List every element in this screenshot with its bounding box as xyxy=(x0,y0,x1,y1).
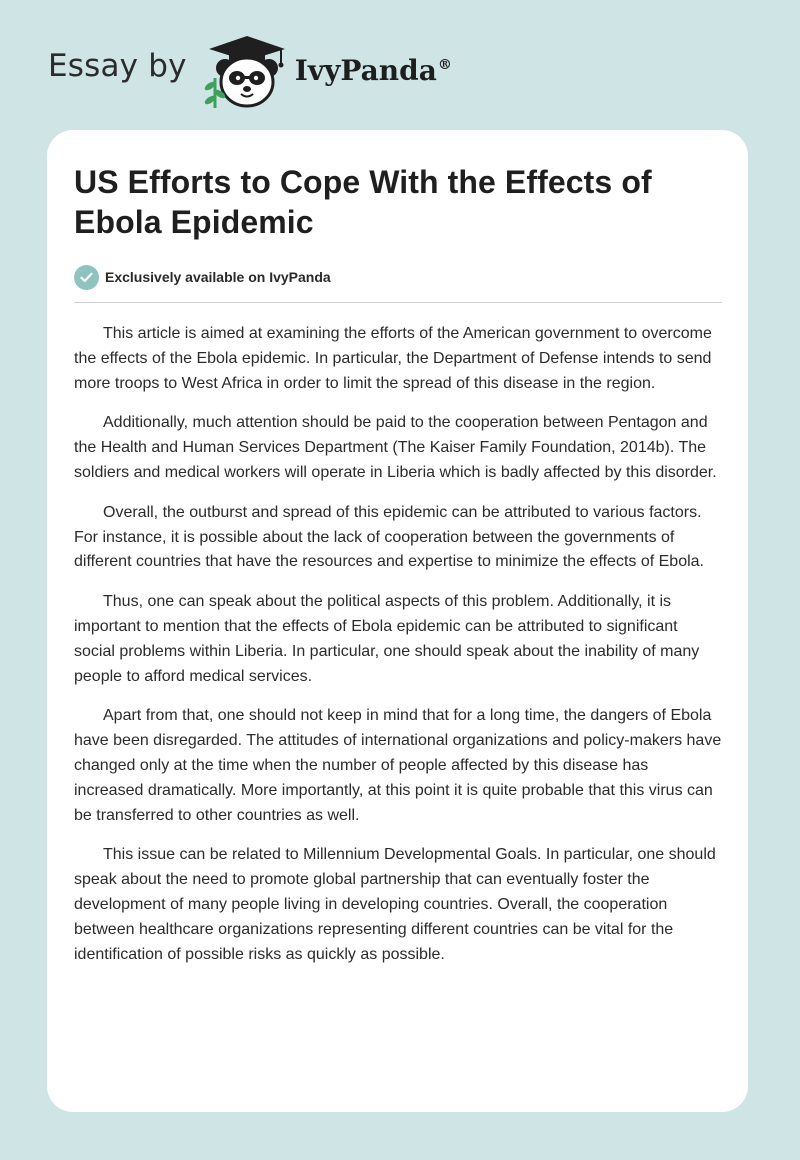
paragraph: This issue can be related to Millennium Developmental Goals. In particular, one should speak about the need to promote global partnership that can eventually foster the development of many people living in developing countries. Overall, the cooperation between healthcare organizations representing different countries can be vital for the identification of possible risks as quickly as possible. xyxy=(74,846,716,963)
paragraph: Additionally, much attention should be paid to the cooperation between Pentagon and the Health and Human Services Department (The Kaiser Family Foundation, 2014b). The soldiers and medical workers will operate in Liberia which is badly affected by this disorder. xyxy=(74,414,717,481)
paragraph: This article is aimed at examining the efforts of the American government to overcome the effects of the Ebola epidemic. In particular, the Department of Defense intends to send more troops to West Africa in order to limit the spread of this disease in the region. xyxy=(74,325,712,392)
divider xyxy=(74,302,722,303)
article-body xyxy=(74,322,722,967)
registered-mark: ® xyxy=(437,57,452,74)
article-card xyxy=(47,130,748,1112)
brand-name[interactable] xyxy=(295,54,452,87)
essay-by-label: Essay by xyxy=(48,48,187,84)
article-title: US Efforts to Cope With the Effects of Ebola Epidemic xyxy=(74,164,652,240)
paragraph: Apart from that, one should not keep in mind that for a long time, the dangers of Ebola have been disregarded. The attitudes of international organizations and policy-makers have changed only at the time when the number of people affected by this disease has increased dramatically. More importantly, at this point it is quite probable that this virus can be transferred to other countries as well. xyxy=(74,707,722,824)
brand-name-text: IvyPanda xyxy=(294,53,437,87)
paragraph: Thus, one can speak about the political aspects of this problem. Additionally, it is important to mention that the effects of Ebola epidemic can be attributed to significant social problems within Liberia. In particular, one should speak about the inability of many people to afford medical services. xyxy=(74,593,700,685)
paragraph: Overall, the outburst and spread of this epidemic can be attributed to various factors. For instance, it is possible about the lack of cooperation between the governments of different countries that have the resources and expertise to minimize the effects of Ebola. xyxy=(74,503,704,571)
check-circle-icon xyxy=(74,265,99,290)
panda-graduate-logo-icon[interactable] xyxy=(201,34,293,110)
site-header xyxy=(48,34,452,110)
exclusive-badge xyxy=(74,264,722,290)
exclusive-label: Exclusively available on IvyPanda xyxy=(105,269,331,285)
